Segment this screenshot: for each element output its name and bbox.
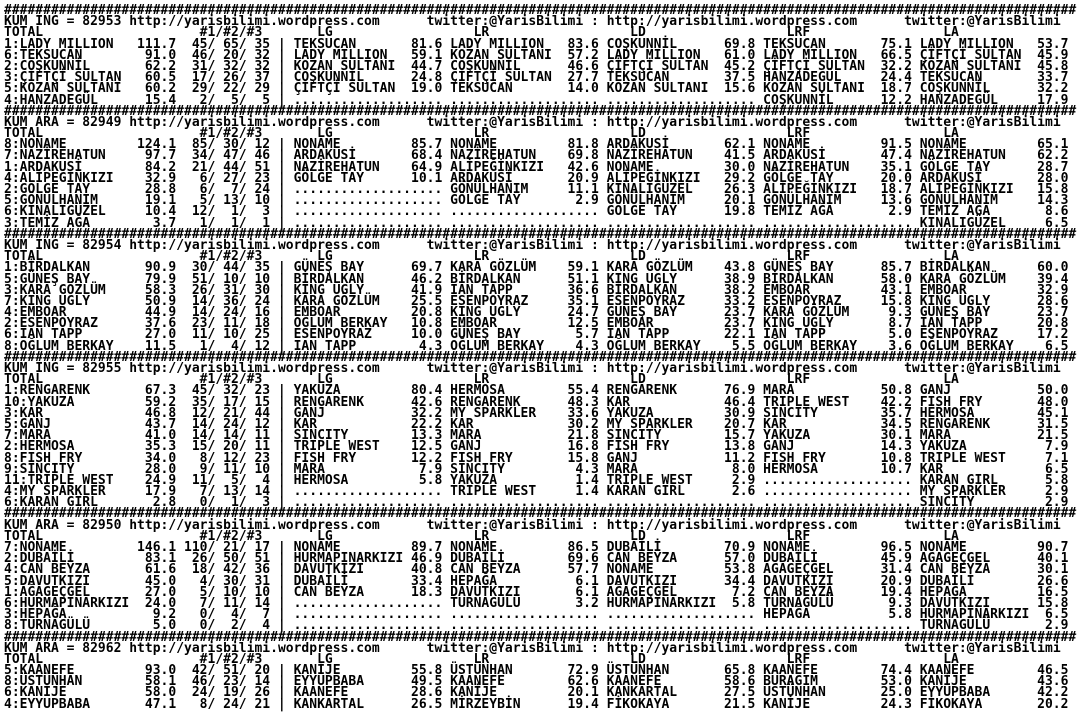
block-header-line: KUM ARA = 82962 http://yarisbilimi.wordpress.com twitter:@YarisBilimi : http://yarisbilimi.wordpress.com twitter:@YarisBilimi [4, 640, 1061, 656]
twitter-handle: twitter:@YarisBilimi [904, 640, 1061, 656]
table-row: 1:AĞAGEÇGEL 27.0 5/ 10/ 10 | CAN BEYZA 18.3 DAVUTKIZI 6.1 AĞAGEÇGEL 7.2 CAN BEYZA 19.4 HEPAĞA 16.5 [4, 584, 1077, 600]
table-row: 2:COŞKUNNİL 62.2 31/ 32/ 32 | KOZAN SULTANI 44.7 COŞKUNNİL 46.6 ÇİFTÇİ SULTAN 45.2 ÇİFTÇİ SULTAN 32.2 KOZAN SULTANI 45.8 [4, 58, 1077, 74]
twitter-handle: twitter:@YarisBilimi [426, 114, 584, 130]
table-row: 7:KING UGLY 50.9 14/ 36/ 24 | KARA GÖZLÜM 25.5 ESENPOYRAZ 35.1 ESENPOYRAZ 33.2 ESENPOYRAZ 15.8 KING UGLY 28.6 [4, 293, 1077, 309]
twitter-handle: twitter:@YarisBilimi [904, 114, 1061, 130]
race-block [4, 629, 1077, 712]
block-title: KUM ING = 82955 [4, 361, 122, 376]
table-row: 3:KARA GÖZLÜM 58.3 26/ 31/ 30 | KING UGLY 41.9 IAN TAPP 36.6 BİRDALKAN 38.2 EMBOAR 43.1 EMBOAR 32.9 [4, 282, 1077, 298]
twitter-handle: twitter:@YarisBilimi [426, 14, 584, 30]
twitter-handle: twitter:@YarisBilimi [426, 361, 584, 376]
twitter-handle: twitter:@YarisBilimi [426, 640, 584, 656]
race-block [4, 5, 1077, 106]
block-title: KUM ARA = 82962 [4, 640, 122, 656]
table-row: 1:RENGARENK 67.3 45/ 32/ 23 | YAKUZA 80.4 HERMOSA 55.4 RENGARENK 76.9 MARA 50.8 GANJ 50.0 [4, 383, 1077, 399]
twitter-handle: twitter:@YarisBilimi [426, 237, 584, 253]
race-block [4, 103, 1077, 231]
table-row: 4:ALİPEĞİNKIZI 32.9 6/ 27/ 23 | GÖLGE TAY 10.1 ARDAKUSİ 20.9 ALİPEĞİNKIZI 29.2 GÖLGE TAY 20.0 ARDAKUSİ 28.0 [4, 170, 1077, 186]
column-headers: TOTAL #1/#2/#3 LG LR LD LRF LA [4, 249, 959, 265]
table-row: 5:KOZAN SULTANI 60.2 29/ 22/ 29 | ÇİFTÇİ SULTAN 19.0 TEKSUCAN 14.0 KOZAN SULTANI 15.6 KOZAN SULTANI 18.7 COŞKUNNİL 32.2 [4, 81, 1077, 97]
site-url: http://yarisbilimi.wordpress.com [129, 361, 380, 376]
table-row: 5:GANJ 43.7 14/ 24/ 12 | KAR 22.2 KAR 30.2 MY SPARKLER 20.7 KAR 34.5 RENGARENK 31.5 [4, 416, 1077, 432]
table-row: 3:KAR 46.8 12/ 21/ 44 | GANJ 32.2 MY SPARKLER 33.6 YAKUZA 30.9 SINCITY 35.7 HERMOSA 45.1 [4, 405, 1077, 421]
table-row: 5:GÖNÜLHANIM 19.1 5/ 13/ 10 | ................... GÖLGE TAY 2.9 GÖNÜLHANIM 20.1 GÖNÜLHANIM 13.6 GÖNÜLHANIM 14.3 [4, 193, 1077, 209]
table-row: 2:GÖLGE TAY 28.8 6/ 7/ 24 | ................... GÖNÜLHANIM 11.1 KINALIGÜZEL 26.3 ALİPEĞİNKIZI 18.7 ALİPEĞİNKIZI 15.8 [4, 182, 1077, 197]
site-url: http://yarisbilimi.wordpress.com [606, 14, 858, 30]
site-url: http://yarisbilimi.wordpress.com [606, 640, 858, 656]
table-row: 6:TEKSUCAN 91.0 46/ 20/ 32 | LADY MILLION 59.1 KOZAN SULTANI 57.2 LADY MILLION 61.0 LADY MILLION 66.5 ÇİFTÇİ SULTAN 45.9 [4, 47, 1077, 63]
table-row: 3:TEMİZ AĞA 3.7 1/ 1/ 1 | ................... ................... ................... ................... KINALIGÜZEL 6.5 [4, 215, 1077, 231]
race-block [4, 349, 1077, 511]
race-block [4, 226, 1077, 354]
table-row: 6:KARAN GIRL 2.8 0/ 1/ 3 | ................... ................... ................... ................... SINCITY 2.9 [4, 495, 1077, 511]
table-row: 4:HANZADEGÜL 15.4 2/ 5/ 5 | ................... ................... ................... COŞKUNNİL 12.2 HANZADEGÜL 17.9 [4, 92, 1077, 108]
site-url: http://yarisbilimi.wordpress.com [129, 14, 380, 30]
block-separator: ######################################################################################################################################### [4, 3, 1077, 18]
block-header-line: KUM ARA = 82950 http://yarisbilimi.wordpress.com twitter:@YarisBilimi : http://yarisbilimi.wordpress.com twitter:@YarisBilimi [4, 517, 1061, 533]
site-url: http://yarisbilimi.wordpress.com [129, 517, 380, 533]
table-row: 7:NONAME 146.1 110/ 21/ 17 | NONAME 89.7 NONAME 86.5 DUBAİLİ 70.9 NONAME 96.5 NONAME 90.7 [4, 540, 1077, 555]
site-url: http://yarisbilimi.wordpress.com [129, 640, 380, 656]
column-headers: TOTAL #1/#2/#3 LG LR LD LRF LA [4, 651, 959, 667]
table-row: 2:DUBAİLİ 83.1 26/ 50/ 51 | HURMAPINARKIZI 46.9 DUBAİLİ 69.6 CAN BEYZA 57.0 DUBAİLİ 45.9 AĞAGEÇGEL 40.1 [4, 551, 1077, 567]
race-block [4, 506, 1077, 634]
table-row: 4:EYYUPBABA 47.1 8/ 24/ 21 | KANKARTAL 26.5 MİRZEYBİN 19.4 FİKOKAYA 21.5 KANİJE 24.3 FİKOKAYA 20.2 [4, 696, 1077, 712]
table-row: 6:HURMAPINARKIZI 24.0 7/ 11/ 14 | ................... TURNAGÜLÜ 3.2 HURMAPINARKIZI 5.8 TURNAGÜLÜ 9.3 DAVUTKIZI 15.8 [4, 595, 1077, 611]
site-url: http://yarisbilimi.wordpress.com [606, 361, 858, 376]
table-row: 1:BİRDALKAN 90.9 30/ 44/ 35 | GÜNEŞ BAY 69.7 KARA GÖZLÜM 59.1 KARA GÖZLÜM 43.8 GÜNEŞ BAY 85.7 BİRDALKAN 60.0 [4, 260, 1077, 276]
table-row: 4:MY SPARKLER 17.9 7/ 13/ 14 | ................... TRIPLE WEST 1.4 KARAN GIRL 2.6 ................... MY SPARKLER 2.9 [4, 484, 1077, 500]
table-row: 9:SINCITY 28.0 9/ 11/ 10 | MARA 7.9 SINCITY 4.3 MARA 8.0 HERMOSA 10.7 KAR 6.5 [4, 461, 1077, 477]
table-row: 6:IAN TAPP 27.0 11/ 10/ 25 | ESENPOYRAZ 10.0 GÜNEŞ BAY 5.7 IAN TAPP 22.1 IAN TAPP 5.0 ESENPOYRAZ 17.2 [4, 327, 1077, 343]
twitter-handle: twitter:@YarisBilimi [904, 517, 1061, 533]
twitter-handle: twitter:@YarisBilimi [426, 517, 584, 533]
table-row: 6:KANİJE 58.0 24/ 19/ 26 | KAANEFE 28.6 KANİJE 20.1 KANKARTAL 27.5 ÜSTÜNHAN 25.0 EYYUPBABA 42.2 [4, 685, 1077, 701]
block-separator: ######################################################################################################################################### [4, 506, 1077, 522]
table-row: 5:GÜNEŞ BAY 79.9 51/ 10/ 10 | BİRDALKAN 46.2 BİRDALKAN 51.1 KING UGLY 38.9 BİRDALKAN 58.0 KARA GÖZLÜM 39.4 [4, 271, 1077, 287]
site-url: http://yarisbilimi.wordpress.com [606, 237, 858, 253]
table-row: 10:YAKUZA 59.2 35/ 17/ 15 | RENGARENK 42.6 RENGARENK 48.3 KAR 46.4 TRIPLE WEST 42.2 FISH FRY 48.0 [4, 394, 1077, 410]
block-title: KUM ARA = 82949 [4, 114, 122, 130]
table-row: 3:HEPAĞA 9.2 0/ 4/ 7 | ................... ................... ................... HEPAĞA 5.8 HURMAPINARKIZI 6.5 [4, 607, 1077, 623]
table-row: 7:NAZİREHATUN 97.7 34/ 47/ 46 | ARDAKUSİ 68.4 NAZİREHATUN 69.8 NAZİREHATUN 41.5 ARDAKUSİ 47.4 NAZİREHATUN 62.2 [4, 148, 1077, 164]
block-title: KUM ING = 82954 [4, 237, 122, 253]
table-row: 4:EMBOAR 44.9 14/ 24/ 16 | EMBOAR 20.8 KING UGLY 24.7 GÜNEŞ BAY 23.7 KARA GÖZLÜM 9.3 GÜNEŞ BAY 23.7 [4, 305, 1077, 321]
block-separator: ######################################################################################################################################### [4, 103, 1077, 119]
table-row: 6:KINALIGÜZEL 10.4 12/ 1/ 3 | ................... ................... GÖLGE TAY 19.8 TEMİZ AĞA 2.9 TEMİZ AĞA 8.6 [4, 204, 1077, 220]
table-row: 3:ÇİFTÇİ SULTAN 60.5 17/ 26/ 37 | COŞKUNNİL 24.8 ÇİFTÇİ SULTAN 27.7 TEKSUCAN 37.5 HANZADEGÜL 24.4 TEKSUCAN 33.7 [4, 70, 1077, 86]
table-row: 7:MARA 41.0 14/ 14/ 11 | SINCITY 13.3 MARA 21.8 SINCITY 15.7 YAKUZA 30.1 MARA 21.5 [4, 428, 1077, 444]
table-row: 5:KAANEFE 93.0 42/ 51/ 20 | KANİJE 55.8 ÜSTÜNHAN 72.9 ÜSTÜNHAN 65.8 KAANEFE 74.4 KAANEFE 46.5 [4, 663, 1077, 679]
block-separator: ######################################################################################################################################### [4, 226, 1077, 242]
table-row: 4:CAN BEYZA 61.6 18/ 42/ 36 | DAVUTKIZI 40.8 CAN BEYZA 57.7 NONAME 53.8 AĞAGEÇGEL 31.4 CAN BEYZA 30.1 [4, 562, 1077, 578]
table-row: 8:FISH FRY 34.0 8/ 12/ 23 | FISH FRY 12.2 FISH FRY 15.8 GANJ 11.2 FISH FRY 10.8 TRIPLE WEST 7.1 [4, 450, 1077, 466]
block-title: KUM ING = 82953 [4, 14, 122, 30]
table-row: 8:NONAME 124.1 85/ 30/ 12 | NONAME 85.7 NONAME 81.8 ARDAKUSİ 62.1 NONAME 91.5 NONAME 65.1 [4, 137, 1077, 153]
block-header-line: KUM ING = 82955 http://yarisbilimi.wordpress.com twitter:@YarisBilimi : http://yarisbilimi.wordpress.com twitter:@YarisBilimi [4, 361, 1061, 376]
table-row: 8:OĞLUM BERKAY 11.5 1/ 4/ 12 | IAN TAPP 4.3 OĞLUM BERKAY 4.3 OĞLUM BERKAY 5.5 OĞLUM BERKAY 3.6 OĞLUM BERKAY 6.5 [4, 338, 1077, 354]
block-separator: ######################################################################################################################################### [4, 349, 1077, 365]
table-row: 8:ÜSTÜNHAN 58.1 46/ 23/ 14 | EYYUPBABA 49.5 KAANEFE 62.6 KAANEFE 58.6 BURAĞIM 53.0 KANİJE 43.6 [4, 674, 1077, 690]
site-url: http://yarisbilimi.wordpress.com [129, 114, 380, 130]
site-url: http://yarisbilimi.wordpress.com [129, 237, 380, 253]
block-header-line: KUM ING = 82954 http://yarisbilimi.wordpress.com twitter:@YarisBilimi : http://yarisbilimi.wordpress.com twitter:@YarisBilimi [4, 237, 1061, 253]
table-row: 1:LADY MILLION 111.7 45/ 65/ 35 | TEKSUCAN 81.6 LADY MILLION 83.6 COŞKUNNİL 69.8 TEKSUCAN 75.1 LADY MILLION 53.7 [4, 36, 1077, 52]
twitter-handle: twitter:@YarisBilimi [904, 361, 1061, 376]
site-url: http://yarisbilimi.wordpress.com [606, 114, 858, 130]
block-header-line: KUM ARA = 82949 http://yarisbilimi.wordpress.com twitter:@YarisBilimi : http://yarisbilimi.wordpress.com twitter:@YarisBilimi [4, 114, 1061, 130]
twitter-handle: twitter:@YarisBilimi [904, 14, 1061, 30]
table-row: 11:TRIPLE WEST 24.9 11/ 5/ 4 | HERMOSA 5.8 YAKUZA 1.4 TRIPLE WEST 2.9 ................... KARAN GIRL 5.8 [4, 472, 1077, 488]
site-url: http://yarisbilimi.wordpress.com [606, 517, 858, 533]
table-row: 8:TURNAGÜLÜ 5.0 0/ 2/ 4 | ................... ................... ................... ................... TURNAGÜLÜ 2.9 [4, 618, 1077, 634]
block-separator: ######################################################################################################################################### [4, 629, 1077, 645]
table-row: 2:HERMOSA 35.3 15/ 20/ 11 | TRIPLE WEST 12.5 GANJ 16.8 FISH FRY 13.8 GANJ 14.3 YAKUZA 7.9 [4, 439, 1077, 455]
block-title: KUM ARA = 82950 [4, 517, 122, 533]
column-headers: TOTAL #1/#2/#3 LG LR LD LRF LA [4, 126, 959, 142]
table-row: 5:DAVUTKIZI 45.0 4/ 30/ 31 | DUBAİLİ 33.4 HEPAĞA 6.1 DAVUTKIZI 34.4 DAVUTKIZI 20.9 DUBAİLİ 26.6 [4, 573, 1077, 589]
column-headers: TOTAL #1/#2/#3 LG LR LD LRF LA [4, 372, 959, 388]
table-row: 1:ARDAKUSİ 84.2 21/ 44/ 51 | NAZİREHATUN 64.9 ALİPEĞİNKIZI 42.6 NONAME 30.0 NAZİREHATUN 35.1 GÖLGE TAY 28.7 [4, 159, 1077, 175]
twitter-handle: twitter:@YarisBilimi [904, 237, 1061, 253]
column-headers: TOTAL #1/#2/#3 LG LR LD LRF LA [4, 25, 959, 41]
block-header-line: KUM ING = 82953 http://yarisbilimi.wordpress.com twitter:@YarisBilimi : http://yarisbilimi.wordpress.com twitter:@YarisBilimi [4, 14, 1061, 30]
table-row: 2:ESENPOYRAZ 37.6 23/ 11/ 18 | OĞLUM BERKAY 10.8 EMBOAR 12.5 EMBOAR 23.7 KING UGLY 8.7 IAN TAPP 20.8 [4, 316, 1077, 332]
column-headers: TOTAL #1/#2/#3 LG LR LD LRF LA [4, 528, 959, 544]
